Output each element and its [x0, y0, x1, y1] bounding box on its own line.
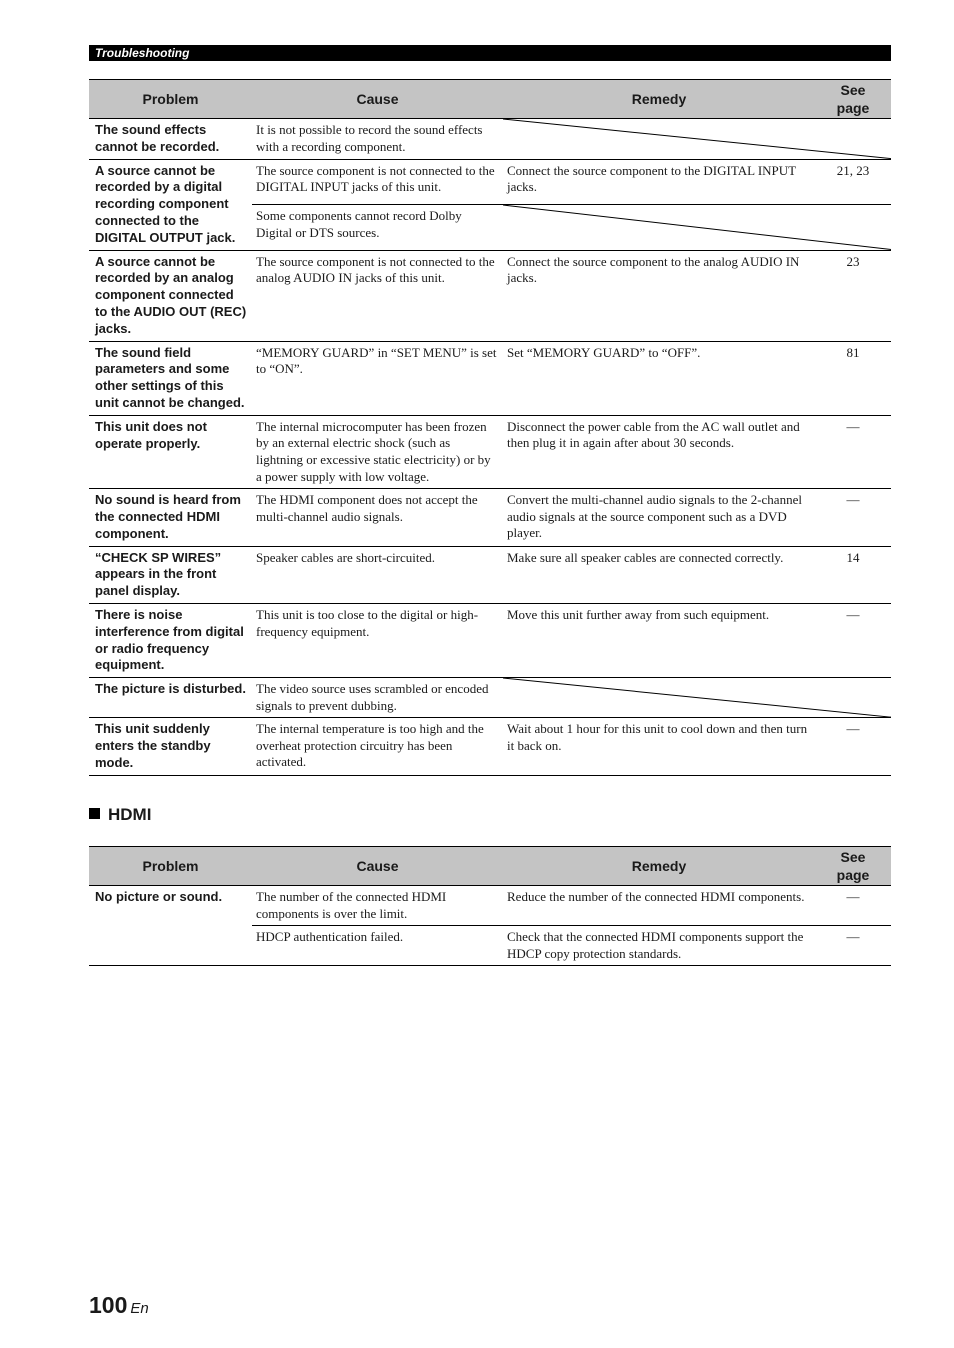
problem-cell: A source cannot be recorded by an analog component connected to the AUDIO OUT (REC) jacks.	[89, 250, 252, 341]
column-header-remedy: Remedy	[503, 80, 815, 119]
remedy-cell: Set “MEMORY GUARD” to “OFF”.	[503, 341, 815, 415]
not-applicable-cell	[503, 205, 891, 251]
table-row	[89, 159, 891, 204]
remedy-cell: Make sure all speaker cables are connected correctly.	[503, 546, 815, 603]
problem-cell: No sound is heard from the connected HDMI component.	[89, 489, 252, 546]
cause-cell: The source component is not connected to the DIGITAL INPUT jacks of this unit.	[252, 159, 503, 204]
remedy-cell: Connect the source component to the analog AUDIO IN jacks.	[503, 250, 815, 341]
hdmi-section-title: HDMI	[108, 805, 152, 824]
cause-cell: The internal microcomputer has been frozen by an external electric shock (such as lightning or excessive static electricity) or by a power supply with low voltage.	[252, 415, 503, 488]
cause-cell: It is not possible to record the sound effects with a recording component.	[252, 119, 503, 160]
see-page-cell: 81	[815, 341, 891, 415]
see-page-cell: 23	[815, 250, 891, 341]
cause-cell: Speaker cables are short-circuited.	[252, 546, 503, 603]
column-header-see-page: See page	[815, 847, 891, 886]
cause-cell: The number of the connected HDMI components is over the limit.	[252, 886, 503, 926]
square-bullet-icon	[89, 808, 100, 819]
remedy-cell: Convert the multi-channel audio signals to the 2-channel audio signals at the source component such as a DVD player.	[503, 489, 815, 546]
table-row	[89, 603, 891, 677]
not-applicable-cell	[503, 678, 891, 718]
table-row	[89, 546, 891, 603]
column-header-see-page: See page	[815, 80, 891, 119]
page-number	[89, 1292, 149, 1319]
see-page-cell: —	[815, 603, 891, 677]
problem-cell: There is noise interference from digital or radio frequency equipment.	[89, 603, 252, 677]
remedy-cell: Wait about 1 hour for this unit to cool down and then turn it back on.	[503, 718, 815, 775]
table-row	[89, 886, 891, 926]
not-applicable-cell	[503, 119, 891, 160]
cause-cell: The HDMI component does not accept the multi-channel audio signals.	[252, 489, 503, 546]
cause-cell: Some components cannot record Dolby Digital or DTS sources.	[252, 205, 503, 251]
cause-cell: The internal temperature is too high and the overheat protection circuitry has been activated.	[252, 718, 503, 775]
see-page-cell: —	[815, 886, 891, 926]
problem-cell: No picture or sound.	[89, 886, 252, 966]
cause-cell: “MEMORY GUARD” in “SET MENU” is set to “ON”.	[252, 341, 503, 415]
problem-cell: The sound field parameters and some other settings of this unit cannot be changed.	[89, 341, 252, 415]
remedy-cell: Check that the connected HDMI components support the HDCP copy protection standards.	[503, 926, 815, 966]
column-header-problem: Problem	[89, 80, 252, 119]
remedy-cell: Move this unit further away from such equipment.	[503, 603, 815, 677]
table-row	[89, 415, 891, 488]
page-number-value: 100	[89, 1292, 128, 1318]
table-header-row	[89, 847, 891, 886]
table-row	[89, 489, 891, 546]
see-page-cell: —	[815, 926, 891, 966]
problem-cell: A source cannot be recorded by a digital recording component connected to the DIGITAL OUTPUT jack.	[89, 159, 252, 250]
table-row	[89, 341, 891, 415]
cause-cell: The video source uses scrambled or encoded signals to prevent dubbing.	[252, 678, 503, 718]
language-label: En	[130, 1300, 149, 1317]
cause-cell: The source component is not connected to the analog AUDIO IN jacks of this unit.	[252, 250, 503, 341]
see-page-cell: 21, 23	[815, 159, 891, 204]
hdmi-section-heading	[89, 805, 151, 825]
remedy-cell: Connect the source component to the DIGITAL INPUT jacks.	[503, 159, 815, 204]
section-header-bar	[89, 45, 891, 61]
table-row	[89, 119, 891, 160]
troubleshooting-table	[89, 79, 891, 776]
table-row	[89, 250, 891, 341]
column-header-problem: Problem	[89, 847, 252, 886]
see-page-cell: 14	[815, 546, 891, 603]
remedy-cell: Reduce the number of the connected HDMI components.	[503, 886, 815, 926]
section-label: Troubleshooting	[95, 46, 190, 60]
see-page-cell: —	[815, 489, 891, 546]
problem-cell: The picture is disturbed.	[89, 678, 252, 718]
cause-cell: HDCP authentication failed.	[252, 926, 503, 966]
see-page-cell: —	[815, 415, 891, 488]
problem-cell: This unit suddenly enters the standby mode.	[89, 718, 252, 775]
problem-cell: This unit does not operate properly.	[89, 415, 252, 488]
problem-cell: “CHECK SP WIRES” appears in the front panel display.	[89, 546, 252, 603]
column-header-cause: Cause	[252, 847, 503, 886]
table-header-row	[89, 80, 891, 119]
problem-cell: The sound effects cannot be recorded.	[89, 119, 252, 160]
remedy-cell: Disconnect the power cable from the AC wall outlet and then plug it in again after about 30 seconds.	[503, 415, 815, 488]
hdmi-table	[89, 846, 891, 966]
see-page-cell: —	[815, 718, 891, 775]
cause-cell: This unit is too close to the digital or high-frequency equipment.	[252, 603, 503, 677]
table-row	[89, 718, 891, 775]
table-row	[89, 678, 891, 718]
column-header-cause: Cause	[252, 80, 503, 119]
column-header-remedy: Remedy	[503, 847, 815, 886]
